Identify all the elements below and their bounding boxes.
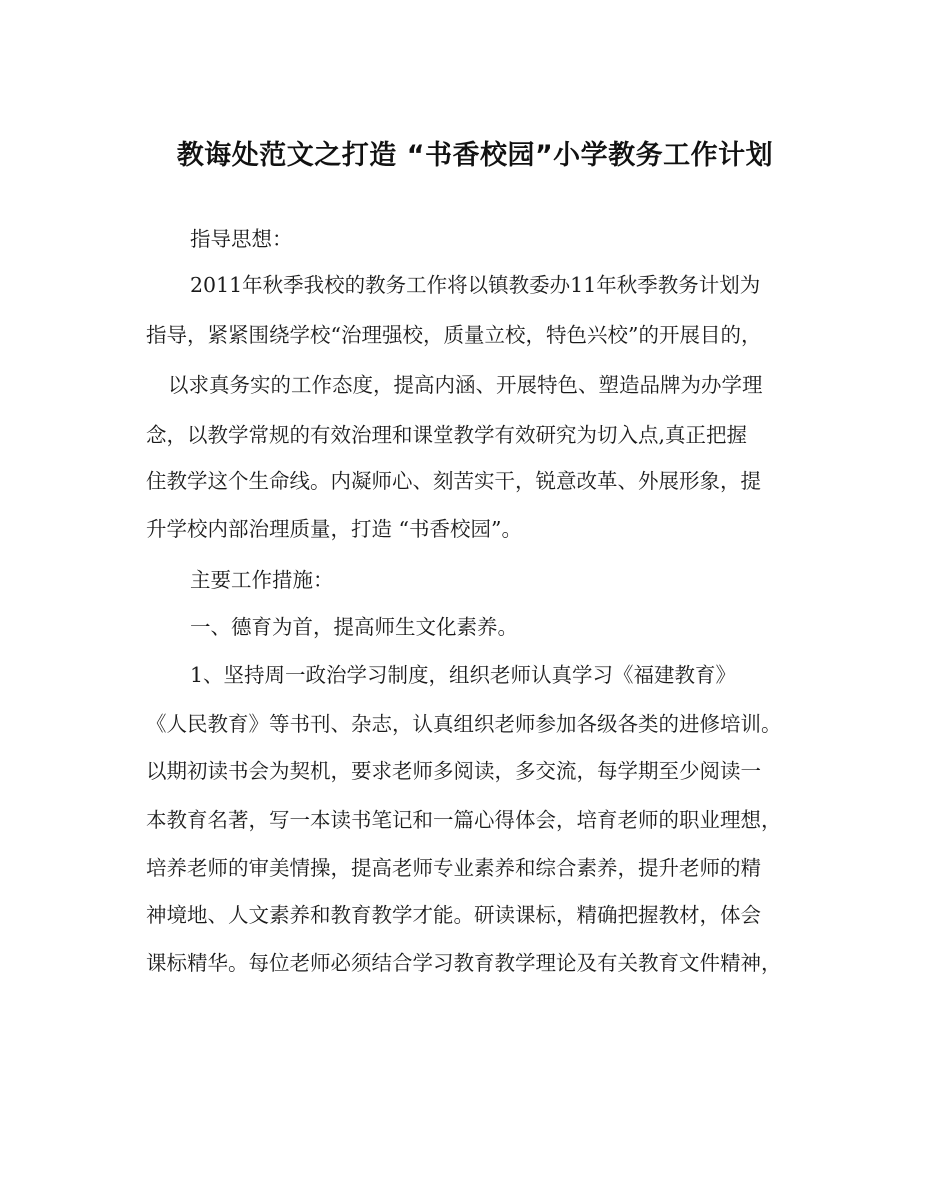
paragraph-line: 指导，紧紧围绕学校“治理强校，质量立校，特色兴校”的开展目的， bbox=[146, 323, 762, 347]
paragraph-line: 2011年秋季我校的教务工作将以镇教委办11年秋季教务计划为 bbox=[190, 273, 761, 297]
paragraph-line: 课标精华。每位老师必须结合学习教育教学理论及有关教育文件精神， bbox=[146, 951, 782, 975]
paragraph-line: 升学校内部治理质量，打造 “书香校园”。 bbox=[146, 517, 522, 541]
document-title: 教诲处范文之打造 “书香校园”小学教务工作计划 bbox=[176, 140, 774, 171]
paragraph-line: 住教学这个生命线。内凝师心、刻苦实干，锐意改革、外展形象，提 bbox=[146, 469, 761, 493]
paragraph-line: 本教育名著，写一本读书笔记和一篇心得体会，培育老师的职业理想， bbox=[146, 808, 782, 832]
paragraph-line: 1、坚持周一政治学习制度，组织老师认真学习《福建教育》 bbox=[190, 663, 737, 687]
paragraph-line: 《人民教育》等书刊、杂志，认真组织老师参加各级各类的进修培训。 bbox=[146, 712, 782, 736]
paragraph-line: 神境地、人文素养和教育教学才能。研读课标，精确把握教材，体会 bbox=[146, 903, 761, 927]
section-heading: 一、德育为首，提高师生文化素养。 bbox=[190, 615, 518, 639]
paragraph-line: 念，以教学常规的有效治理和课堂教学有效研究为切入点,真正把握 bbox=[146, 423, 748, 447]
paragraph-line: 以求真务实的工作态度，提高内涵、开展特色、塑造品牌为办学理 bbox=[168, 373, 763, 397]
heading-main-measures: 主要工作措施： bbox=[190, 568, 334, 592]
paragraph-line: 培养老师的审美情操，提高老师专业素养和综合素养，提升老师的精 bbox=[146, 856, 761, 880]
heading-guiding-thought: 指导思想： bbox=[190, 227, 293, 251]
paragraph-line: 以期初读书会为契机，要求老师多阅读，多交流，每学期至少阅读一 bbox=[146, 759, 761, 783]
